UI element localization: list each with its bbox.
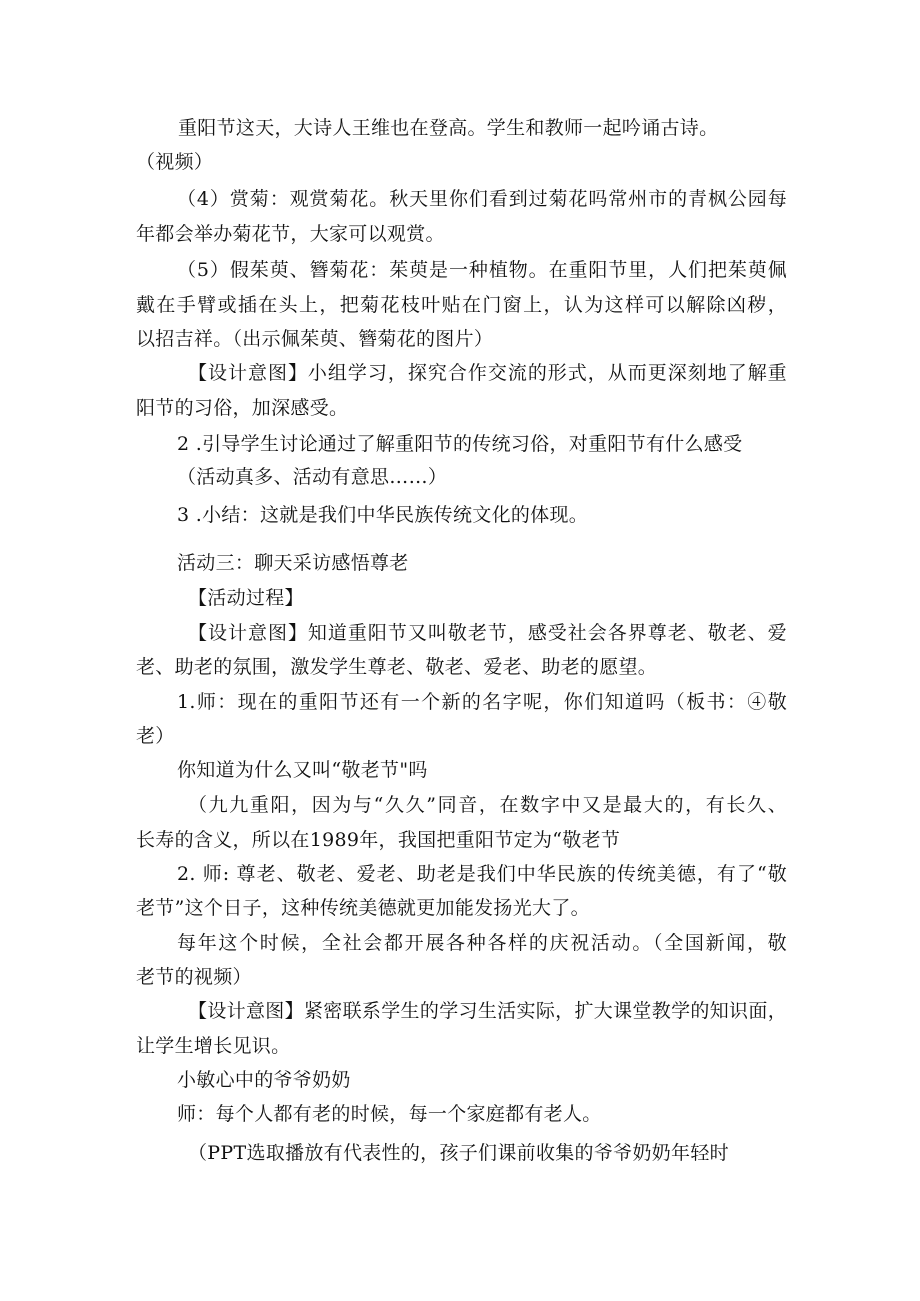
text-line: 1.师：现在的重阳节还有一个新的名字呢，你们知道吗（板书：④敬 — [177, 691, 787, 713]
text-line: （活动真多、活动有意思……） — [177, 466, 448, 488]
text-line: 老节”这个日子，这种传统美德就更加能发扬光大了。 — [136, 897, 590, 919]
text-line: 【设计意图】紧密联系学生的学习生活实际，扩大课堂教学的知识面， — [188, 1000, 787, 1022]
text-line: （九九重阳，因为与“久久”同音，在数字中又是最大的，有长久、 — [188, 794, 787, 816]
text-line: 小敏心中的爷爷奶奶 — [177, 1069, 351, 1091]
text-line: 阳节的习俗，加深感受。 — [136, 397, 349, 419]
text-line: 老节的视频） — [136, 966, 252, 988]
text-line: 以招吉祥。（出示佩茱萸、簪菊花的图片） — [136, 328, 494, 350]
text-line: 戴在手臂或插在头上，把菊花枝叶贴在门窗上，认为这样可以解除凶秽， — [136, 294, 787, 316]
text-line: （5）假茱萸、簪菊花：茱萸是一种植物。在重阳节里，人们把茱萸佩 — [177, 259, 787, 281]
text-line: 老、助老的氛围，激发学生尊老、敬老、爱老、助老的愿望。 — [136, 656, 658, 678]
text-line: 【活动过程】 — [188, 587, 304, 609]
text-line: （视频） — [136, 151, 214, 173]
text-line: 2. 师: 尊老、敬老、爱老、助老是我们中华民族的传统美德，有了“敬 — [177, 863, 787, 885]
text-line: （4）赏菊：观赏菊花。秋天里你们看到过菊花吗常州市的青枫公园每 — [177, 188, 787, 210]
text-line: 长寿的含义，所以在1989年，我国把重阳节定为“敬老节 — [136, 829, 621, 851]
text-line: 每年这个时候，全社会都开展各种各样的庆祝活动。（全国新闻，敬 — [177, 932, 787, 954]
text-line: （PPT选取播放有代表性的，孩子们课前收集的爷爷奶奶年轻时 — [188, 1142, 729, 1164]
text-line: 师：每个人都有老的时候，每一个家庭都有老人。 — [177, 1103, 602, 1125]
text-line: 让学生增长见识。 — [136, 1035, 291, 1057]
text-line: 【设计意图】知道重阳节又叫敬老节，感受社会各界尊老、敬老、爱 — [188, 622, 787, 644]
text-line: 3 .小结：这就是我们中华民族传统文化的体现。 — [177, 504, 589, 526]
text-line: 2 .引导学生讨论通过了解重阳节的传统习俗，对重阳节有什么感受 — [177, 433, 743, 455]
text-line: 重阳节这天，大诗人王维也在登高。学生和教师一起吟诵古诗。 — [178, 117, 719, 139]
text-line: 年都会举办菊花节，大家可以观赏。 — [136, 223, 445, 245]
text-line: 你知道为什么又叫“敬老节"吗 — [177, 759, 428, 781]
text-line: 【设计意图】小组学习，探究合作交流的形式，从而更深刻地了解重 — [188, 362, 787, 384]
text-line: 活动三：聊天采访感悟尊老 — [177, 552, 409, 574]
text-line: 老） — [136, 725, 175, 747]
